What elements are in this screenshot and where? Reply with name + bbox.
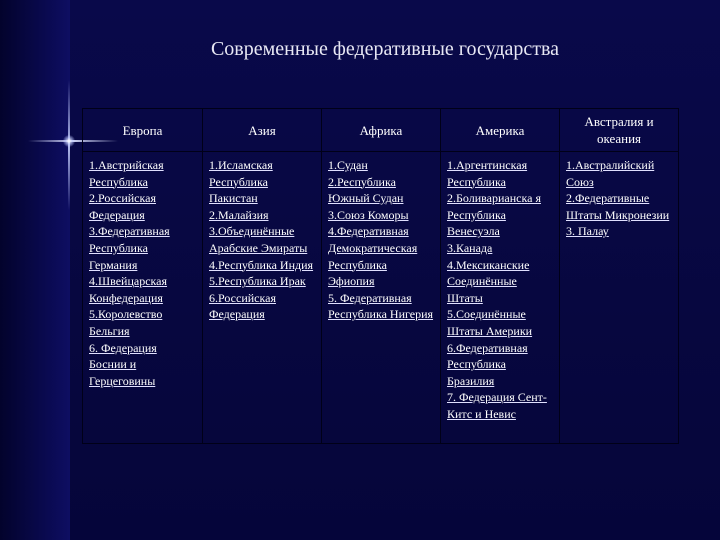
header-australia-oceania: Австралия и океания <box>560 109 679 152</box>
list-item: 1.Австралийский Союз <box>566 158 655 189</box>
federations-table <box>82 108 679 444</box>
cell-africa <box>322 152 441 444</box>
list-item: 7. Федерация Сент-Китс и Невис <box>447 390 547 421</box>
list-item: 3. Палау <box>566 224 609 239</box>
list-item: 5.Соединённые Штаты Америки <box>447 307 533 338</box>
list-item: 2.Республика Южный Судан <box>328 174 404 206</box>
header-europe: Европа <box>83 109 203 152</box>
list-item: 6. Федерация Боснии и Герцеговины <box>89 340 157 388</box>
cell-america <box>441 152 560 444</box>
list-item: 3.Объединённые Арабские Эмираты <box>209 224 308 255</box>
list-item: 2.Малайзия <box>209 207 269 222</box>
list-item: 6.Федеративная Республика Бразилия <box>447 340 528 388</box>
list-item: 5.Республика Ирак <box>209 274 306 289</box>
cell-australia-oceania <box>560 152 679 444</box>
list-item: 2.Российская Федерация <box>89 191 156 222</box>
left-decor-band <box>0 0 70 540</box>
header-asia: Азия <box>203 109 322 152</box>
list-item: 1.Исламская Республика Пакистан <box>209 158 273 206</box>
list-item: 3.Канада <box>447 240 493 255</box>
table-header-row <box>83 109 679 152</box>
sparkle-star-icon <box>63 135 75 147</box>
list-item: 3.Федеративная Республика Германия <box>89 224 170 272</box>
list-item: 4.Швейцарская Конфедерация <box>89 274 168 305</box>
list-item: 4.Мексиканские Соединённые Штаты <box>447 257 530 305</box>
list-item: 2.Федеративные Штаты Микронезии <box>566 191 670 222</box>
list-item: 4.Федеративная Демократическая Республика Эфиопия <box>328 224 418 289</box>
table-row <box>83 152 679 444</box>
list-item: 3.Союз Коморы <box>328 207 409 222</box>
list-item: 1.Аргентинская Республика <box>447 158 528 189</box>
list-item: 1.Австрийская Республика <box>89 158 164 189</box>
cell-asia <box>203 152 322 444</box>
slide-title: Современные федеративные государства <box>210 38 560 60</box>
list-item: 5. Федеративная Республика Нигерия <box>328 290 434 322</box>
list-item: 5.Королевство Бельгия <box>89 307 163 338</box>
header-america: Америка <box>441 109 560 152</box>
list-item: 1.Судан <box>328 158 368 172</box>
header-africa: Африка <box>322 109 441 152</box>
list-item: 2.Боливарианска я Республика Венесуэла <box>447 191 541 239</box>
cell-europe <box>83 152 203 444</box>
list-item: 6.Российская Федерация <box>209 290 276 322</box>
list-item: 4.Республика Индия <box>209 257 314 272</box>
